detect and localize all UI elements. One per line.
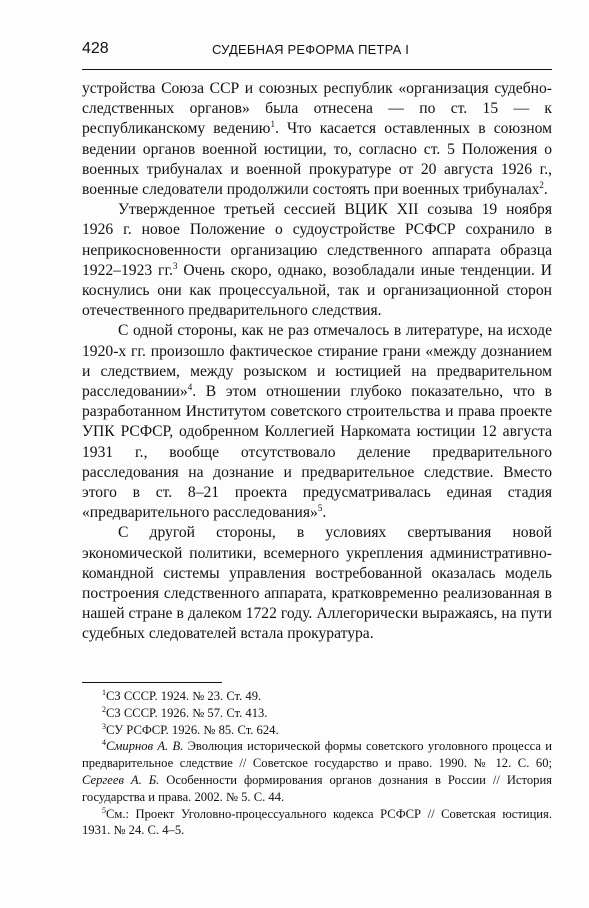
footnote-ref-4: 4 <box>187 382 193 393</box>
footnote-4: $^4$Смирнов А. В. Эволюция исторической формы советского уголовного процесса и предварительное следствие // Советское государство и право. 1990. № 12. С. 60; Сергеев А. Б. Особенности формирования органов дознания в России // История государства и права. 2002. № 5. С. 44. <box>82 738 553 804</box>
footnote-5: $^5$См.: Проект Уголовно-процессуального кодекса РСФСР // Советская юстиция. 1931. № 24. С. 4–5. <box>82 805 552 838</box>
footnote-ref-5: 5 <box>317 503 323 514</box>
footnote-rule <box>82 682 222 683</box>
header-rule <box>82 69 552 70</box>
page-header <box>82 40 552 62</box>
main-text <box>82 79 552 645</box>
paragraph-1: устройства Союза ССР и союзных республик «организация судебно-следственных органов» была отнесена — по ст. 15 — к республиканскому ведению$^1$. Что касается оставленных в союзном ведении органов военной юстиции, то, согласно ст. 5 Положения о военных трибуналах и военной прокуратуре от 20 августа 1926 г., военные следователи продолжили состоять при военных трибуналах$^2$. <box>82 80 552 199</box>
running-title: СУДЕБНАЯ РЕФОРМА ПЕТРА I <box>212 42 410 57</box>
footnote-ref-1: 1 <box>270 119 275 130</box>
footnotes <box>82 688 552 839</box>
footnote-3: $^3$СУ РСФСР. 1926. № 85. Ст. 624. <box>102 721 279 737</box>
footnote-author: Сергеев А. Б. <box>82 772 160 787</box>
footnote-1: $^1$СЗ СССР. 1924. № 23. Ст. 49. <box>102 688 262 703</box>
page-number: 428 <box>82 40 109 57</box>
footnote-ref-2: 2 <box>539 180 544 191</box>
footnote-ref-3: 3 <box>172 260 178 271</box>
paragraph-3: С одной стороны, как не раз отмечалось в литературе, на исходе 1920-х гг. произошло фактическое стирание грани «между дознанием и следствием, между розыском и юстицией на предварительном расследовании»$^4$. В этом отношении глубоко показательно, что в разработанном Институтом советского строительства и права проекте УПК РСФСР, одобренном Коллегией Наркомата юстиции 12 августа 1931 г., вообще отсутствовало деление предварительного расследования на дознание и предварительное следствие. Вместо этого в ст. 8–21 проекта предусматривалась единая стадия «предварительного расследования»$^5$. <box>82 322 552 522</box>
paragraph-4: С другой стороны, в условиях свертывания новой экономической политики, всемерного укрепления административно-командной системы управления востребованной оказалась модель построения следственного аппарата, кратковременно реализованная в нашей стране в далеком 1722 году. Аллегорически выражаясь, на пути судебных следователей встала прокуратура. <box>82 524 552 643</box>
footnote-author: Смирнов А. В. <box>106 739 184 754</box>
footnote-2: $^2$СЗ СССР. 1926. № 57. Ст. 413. <box>102 704 268 720</box>
paragraph-2: Утвержденное третьей сессией ВЦИК XII созыва 19 ноября 1926 г. новое Положение о судоустройстве РСФСР сохранило в неприкосновенности организацию следственного аппарата образца 1922–1923 гг.$^3$ Очень скоро, однако, возобладали иные тенденции. И коснулись они как процессуальной, так и организационной сторон отечественного предварительного следствия. <box>82 201 552 320</box>
